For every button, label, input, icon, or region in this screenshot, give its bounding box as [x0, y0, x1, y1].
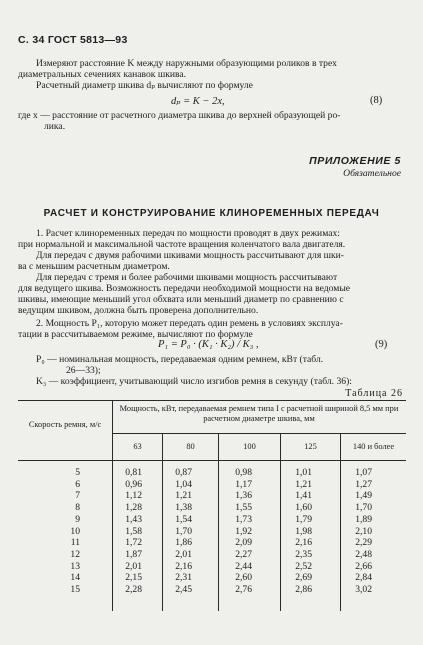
table-cell: 2,86 [295, 584, 312, 595]
section-title: РАСЧЕТ И КОНСТРУИРОВАНИЕ КЛИНОРЕМЕННЫХ ПЕРЕДАЧ [43, 208, 380, 219]
table-cell: 2,45 [175, 584, 192, 595]
paragraph-line: 2. Мощность P₁, которую может передать один ремень в условиях эксплуа- [36, 318, 343, 329]
table-cell: 2,48 [355, 548, 372, 560]
table-cell: 1,21 [295, 478, 312, 490]
table-cell: 0,87 [175, 467, 192, 478]
table-cell: 1,49 [355, 490, 372, 502]
diameter-header: 125 [304, 442, 317, 451]
table-rule-subheader [112, 433, 406, 434]
table-cell: 1,38 [175, 502, 192, 514]
table-cell: 1,70 [355, 502, 372, 514]
table-cell: 1,72 [125, 537, 142, 549]
table-cell: 2,31 [175, 572, 192, 584]
paragraph-line: Для передач с тремя и более рабочими шкивами мощность рассчитывают [36, 272, 338, 283]
table-cell: 0,98 [235, 467, 252, 478]
paragraph-line: Для передач с двумя рабочими шкивами мощность рассчитывают для шки- [36, 250, 345, 261]
table-cell: 2,27 [235, 548, 252, 560]
table-cell: 2,84 [355, 572, 372, 584]
table-cell: 2,44 [235, 560, 252, 572]
table-cell: 2,15 [125, 572, 142, 584]
table-cell: 2,52 [295, 560, 312, 572]
table-cell: 2,01 [125, 560, 142, 572]
paragraph-line: 1. Расчет клиноременных передач по мощности проводят в двух режимах: [36, 228, 340, 239]
table-row-speed: 5 [75, 467, 80, 478]
table-cell: 2,66 [355, 560, 372, 572]
table-rule-vertical [162, 433, 163, 611]
where-line: где x — расстояние от расчетного диаметра шкива до верхней образующей ро- [18, 110, 341, 121]
table-cell: 2,60 [235, 572, 252, 584]
table-row-speed: 6 [75, 478, 80, 490]
table-cell: 1,04 [175, 478, 192, 490]
table-row-speed: 15 [70, 584, 80, 595]
page-header: С. 34 ГОСТ 5813—93 [18, 34, 128, 46]
table-cell: 0,81 [125, 467, 142, 478]
speed-header: Скорость ремня, м/с [28, 420, 102, 429]
equation-number-8: (8) [370, 95, 383, 106]
power-header: Мощность, кВт, передаваемая ремнем типа I с расчетной шириной 8,5 мм при расчетном диаметре шкива, мм [119, 404, 399, 423]
table-cell: 1,70 [175, 525, 192, 537]
table-cell: 2,76 [235, 584, 252, 595]
table-cell: 1,12 [125, 490, 142, 502]
formula-8: dₚ = K − 2x, [171, 96, 225, 107]
table-cell: 2,10 [355, 525, 372, 537]
table-cell: 1,28 [125, 502, 142, 514]
table-cell: 3,02 [355, 584, 372, 595]
table-rule-vertical [340, 433, 341, 611]
table-cell: 1,43 [125, 513, 142, 525]
table-cell: 1,79 [295, 513, 312, 525]
table-rule-vertical [112, 400, 113, 611]
table-row-speed: 11 [70, 537, 80, 549]
intro-line: диаметральных сечениях канавок шкива. [18, 69, 187, 80]
table-cell: 1,41 [295, 490, 312, 502]
table-cell: 1,73 [235, 513, 252, 525]
table-rule-top [18, 400, 406, 401]
paragraph-line: при нормальной и максимальной частоте вращения коленчатого вала двигателя. [18, 239, 346, 250]
table-rule-vertical [280, 433, 281, 611]
table-cell: 1,60 [295, 502, 312, 514]
table-row-speed: 13 [70, 560, 80, 572]
table-rule-vertical [218, 433, 219, 611]
where-line: лика. [44, 121, 66, 132]
paragraph-line: ведущим шкивом, должна быть проверена дополнительно. [18, 305, 259, 316]
table-cell: 2,01 [175, 548, 192, 560]
table-cell: 1,27 [355, 478, 372, 490]
data-table [18, 400, 406, 611]
table-caption: Таблица 26 [345, 388, 403, 399]
table-cell: 2,28 [125, 584, 142, 595]
table-row-speed: 12 [70, 548, 80, 560]
table-cell: 1,58 [125, 525, 142, 537]
table-cell: 1,07 [355, 467, 372, 478]
paragraph-line: для ведущего шкива. Возможность передачи необходимой мощности на ведомые [18, 283, 351, 294]
table-cell: 1,17 [235, 478, 252, 490]
diameter-header: 80 [186, 442, 195, 451]
appendix-title: ПРИЛОЖЕНИЕ 5 [309, 155, 401, 167]
table-row-speed: 10 [70, 525, 80, 537]
table-row-speed: 8 [75, 502, 80, 514]
intro-line: Расчетный диаметр шкива dₚ вычисляют по формуле [36, 80, 253, 91]
table-cell: 1,55 [235, 502, 252, 514]
diameter-header: 100 [243, 442, 256, 451]
table-cell: 2,69 [295, 572, 312, 584]
paragraph-line: шкивы, имеющие меньший угол обхвата или меньший диаметр по сравнению с [18, 294, 344, 305]
table-cell: 1,87 [125, 548, 142, 560]
table-cell: 1,01 [295, 467, 312, 478]
table-cell: 1,21 [175, 490, 192, 502]
table-row-speed: 7 [75, 490, 80, 502]
paragraph-line: тации в рассчитываемом режиме, вычисляют по формуле [18, 329, 253, 340]
formula-9: P₁ = P₀ · (K₁ · K₂) / K₃ , [158, 339, 259, 350]
table-cell: 1,86 [175, 537, 192, 549]
table-cell: 2,29 [355, 537, 372, 549]
table-cell: 2,16 [295, 537, 312, 549]
table-cell: 1,98 [295, 525, 312, 537]
table-row-speed: 9 [75, 513, 80, 525]
diameter-header: 63 [133, 442, 142, 451]
intro-line: Измеряют расстояние K между наружными образующими роликов в трех [36, 58, 337, 69]
definition-line: K₃ — коэффициент, учитывающий число изгибов ремня в секунду (табл. 36): [36, 376, 352, 387]
table-cell: 2,09 [235, 537, 252, 549]
table-row-speed: 14 [70, 572, 80, 584]
table-cell: 1,89 [355, 513, 372, 525]
definition-line: 26—33); [66, 365, 101, 376]
equation-number-9: (9) [375, 339, 388, 350]
definition-line: P₀ — номинальная мощность, передаваемая одним ремнем, кВт (табл. [36, 354, 324, 365]
appendix-subtitle: Обязательное [343, 168, 401, 179]
table-rule-header [18, 460, 406, 461]
table-cell: 2,35 [295, 548, 312, 560]
table-cell: 2,16 [175, 560, 192, 572]
table-cell: 1,54 [175, 513, 192, 525]
table-cell: 0,96 [125, 478, 142, 490]
table-cell: 1,92 [235, 525, 252, 537]
table-cell: 1,36 [235, 490, 252, 502]
diameter-header: 140 и более [352, 442, 395, 451]
paragraph-line: ва с меньшим расчетным диаметром. [18, 261, 170, 272]
